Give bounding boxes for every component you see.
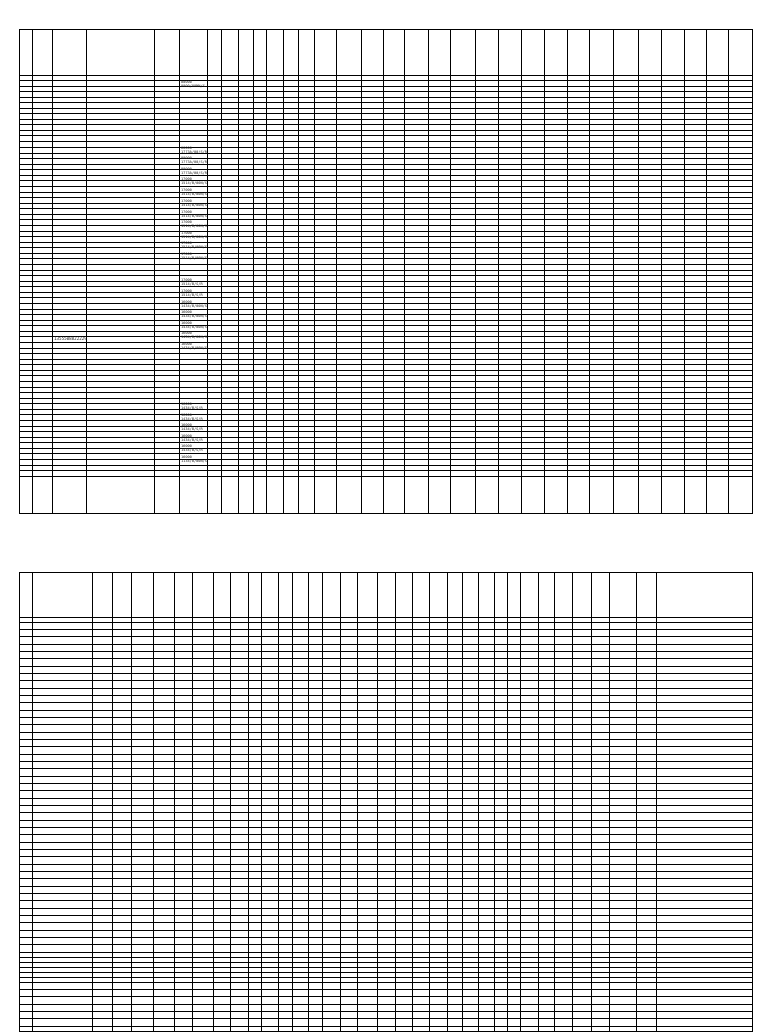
code-cell: 16000 1434/B/S/R bbox=[181, 423, 203, 431]
row-divider bbox=[20, 292, 752, 293]
top-spreadsheet-table bbox=[19, 29, 753, 514]
row-divider bbox=[20, 303, 752, 304]
row-divider bbox=[20, 247, 752, 248]
row-divider bbox=[20, 264, 752, 265]
code-cell: 17000 1514/B/00N/S bbox=[181, 210, 207, 218]
row-divider bbox=[20, 989, 752, 990]
bottom-spreadsheet-table bbox=[19, 572, 753, 1032]
code-cell: 16000 1434/B/00N/S bbox=[181, 321, 207, 329]
row-divider bbox=[20, 702, 752, 703]
row-divider bbox=[20, 236, 752, 237]
code-cell: 00000 1773A/00/S/R bbox=[181, 156, 207, 164]
row-divider bbox=[20, 710, 752, 711]
row-divider bbox=[20, 309, 752, 310]
row-divider bbox=[20, 225, 752, 226]
row-divider bbox=[20, 915, 752, 916]
row-divider bbox=[20, 886, 752, 887]
row-divider bbox=[20, 320, 752, 321]
code-cell: 00000 1773A/00/S/R bbox=[181, 146, 207, 154]
row-divider bbox=[20, 900, 752, 901]
row-divider bbox=[20, 673, 752, 674]
code-cell: 17000 1514/B/00N/S bbox=[181, 220, 207, 228]
row-divider bbox=[20, 197, 752, 198]
row-divider bbox=[20, 944, 752, 945]
row-divider bbox=[20, 849, 752, 850]
row-divider bbox=[20, 864, 752, 865]
row-divider bbox=[20, 827, 752, 828]
row-divider bbox=[20, 325, 752, 326]
row-divider bbox=[20, 231, 752, 232]
row-divider bbox=[20, 746, 752, 747]
row-divider bbox=[20, 680, 752, 681]
row-divider bbox=[20, 972, 752, 973]
row-divider bbox=[20, 398, 752, 399]
code-cell: 17000 1514/B/00N/S bbox=[181, 231, 207, 239]
row-divider bbox=[20, 666, 752, 667]
row-divider bbox=[20, 930, 752, 931]
row-divider bbox=[20, 871, 752, 872]
code-cell: 16000 1434/B/S/R bbox=[181, 413, 203, 421]
row-divider bbox=[20, 258, 752, 259]
code-cell: 00000 0000/00NN/S bbox=[181, 80, 205, 88]
row-divider bbox=[20, 1011, 752, 1012]
row-divider bbox=[20, 768, 752, 769]
code-cell: 16000 1434/B/00N/S bbox=[181, 300, 207, 308]
row-divider bbox=[20, 790, 752, 791]
row-divider bbox=[20, 331, 752, 332]
row-divider bbox=[20, 124, 752, 125]
row-divider bbox=[20, 967, 752, 968]
row-divider bbox=[20, 381, 752, 382]
row-divider bbox=[20, 962, 752, 963]
row-divider bbox=[20, 629, 752, 630]
row-divider bbox=[20, 459, 752, 460]
row-divider bbox=[20, 982, 752, 983]
row-divider bbox=[20, 342, 752, 343]
code-cell: 17000 1514/B/S/R bbox=[181, 289, 203, 297]
row-divider bbox=[20, 297, 752, 298]
row-divider bbox=[20, 820, 752, 821]
row-divider bbox=[20, 242, 752, 243]
row-divider bbox=[20, 1018, 752, 1019]
row-divider bbox=[20, 476, 752, 477]
row-divider bbox=[20, 141, 752, 142]
row-divider bbox=[20, 164, 752, 165]
row-divider bbox=[20, 387, 752, 388]
row-divider bbox=[20, 270, 752, 271]
row-divider bbox=[20, 180, 752, 181]
row-divider bbox=[20, 86, 752, 87]
row-divider bbox=[20, 732, 752, 733]
row-divider bbox=[20, 437, 752, 438]
row-divider bbox=[20, 937, 752, 938]
row-divider bbox=[20, 119, 752, 120]
row-divider bbox=[20, 348, 752, 349]
row-divider bbox=[20, 878, 752, 879]
row-divider bbox=[20, 219, 752, 220]
row-divider bbox=[20, 957, 752, 958]
row-divider bbox=[20, 275, 752, 276]
row-divider bbox=[20, 617, 752, 618]
row-divider bbox=[20, 453, 752, 454]
code-cell: 16000 1434/B/00N/S bbox=[181, 310, 207, 318]
row-divider bbox=[20, 158, 752, 159]
row-divider bbox=[20, 776, 752, 777]
row-divider bbox=[20, 375, 752, 376]
code-cell: 17000 1514/B/00N/S bbox=[181, 252, 207, 260]
row-divider bbox=[20, 353, 752, 354]
row-divider bbox=[20, 922, 752, 923]
row-divider bbox=[20, 834, 752, 835]
row-divider bbox=[20, 130, 752, 131]
row-divider bbox=[20, 113, 752, 114]
row-divider bbox=[20, 359, 752, 360]
row-divider bbox=[20, 175, 752, 176]
row-divider bbox=[20, 208, 752, 209]
code-cell: 16000 1434/B/S/R bbox=[181, 434, 203, 442]
row-divider bbox=[20, 470, 752, 471]
row-divider bbox=[20, 658, 752, 659]
row-divider bbox=[20, 186, 752, 187]
code-cell: 00000 1773A/00/S/R bbox=[181, 167, 207, 175]
row-divider bbox=[20, 798, 752, 799]
row-divider bbox=[20, 952, 752, 953]
row-divider bbox=[20, 977, 752, 978]
row-divider bbox=[20, 169, 752, 170]
row-divider bbox=[20, 314, 752, 315]
row-divider bbox=[20, 203, 752, 204]
row-divider bbox=[20, 420, 752, 421]
row-divider bbox=[20, 253, 752, 254]
row-divider bbox=[20, 724, 752, 725]
row-divider bbox=[20, 1004, 752, 1005]
code-cell: 16000 1134/B/00N/S bbox=[181, 455, 207, 463]
row-divider bbox=[20, 192, 752, 193]
row-divider bbox=[20, 761, 752, 762]
row-divider bbox=[20, 442, 752, 443]
row-divider bbox=[20, 91, 752, 92]
row-divider bbox=[20, 409, 752, 410]
row-divider bbox=[20, 622, 752, 623]
row-divider bbox=[20, 893, 752, 894]
row-divider bbox=[20, 153, 752, 154]
code-cell: 16000 1434/B/S/R bbox=[181, 402, 203, 410]
row-divider bbox=[20, 448, 752, 449]
row-divider bbox=[20, 695, 752, 696]
row-divider bbox=[20, 392, 752, 393]
row-divider bbox=[20, 996, 752, 997]
record-id-cell: 1355508822229 bbox=[54, 336, 87, 341]
row-divider bbox=[20, 336, 752, 337]
row-divider bbox=[20, 364, 752, 365]
row-divider bbox=[20, 286, 752, 287]
code-cell: 16000 1434/B/00N/S bbox=[181, 342, 207, 350]
row-divider bbox=[20, 135, 752, 136]
code-cell: 17000 1514/B/00N/S bbox=[181, 188, 207, 196]
code-cell: 17000 1514/B/00N/S bbox=[181, 177, 207, 185]
row-divider bbox=[20, 75, 752, 76]
row-divider bbox=[20, 856, 752, 857]
code-cell: 17000 1514/B/00N/S bbox=[181, 241, 207, 249]
row-divider bbox=[20, 414, 752, 415]
row-divider bbox=[20, 403, 752, 404]
row-divider bbox=[20, 108, 752, 109]
row-divider bbox=[20, 431, 752, 432]
row-divider bbox=[20, 97, 752, 98]
row-divider bbox=[20, 102, 752, 103]
row-divider bbox=[20, 842, 752, 843]
row-divider bbox=[20, 147, 752, 148]
row-divider bbox=[20, 465, 752, 466]
code-cell: 16000 1434/B/00N/S bbox=[181, 331, 207, 339]
row-divider bbox=[20, 688, 752, 689]
row-divider bbox=[20, 1026, 752, 1027]
row-divider bbox=[20, 636, 752, 637]
row-divider bbox=[20, 805, 752, 806]
row-divider bbox=[20, 754, 752, 755]
row-divider bbox=[20, 908, 752, 909]
row-divider bbox=[20, 651, 752, 652]
row-divider bbox=[20, 783, 752, 784]
row-divider bbox=[20, 426, 752, 427]
row-divider bbox=[20, 717, 752, 718]
row-divider bbox=[20, 370, 752, 371]
code-cell: 17000 1514/B/S/R bbox=[181, 278, 203, 286]
row-divider bbox=[20, 812, 752, 813]
row-divider bbox=[20, 214, 752, 215]
row-divider bbox=[20, 281, 752, 282]
code-cell: 17000 1514/B/00N/S bbox=[181, 199, 207, 207]
row-divider bbox=[20, 644, 752, 645]
row-divider bbox=[20, 80, 752, 81]
row-divider bbox=[20, 739, 752, 740]
code-cell: 16000 1434/B/S/R bbox=[181, 444, 203, 452]
